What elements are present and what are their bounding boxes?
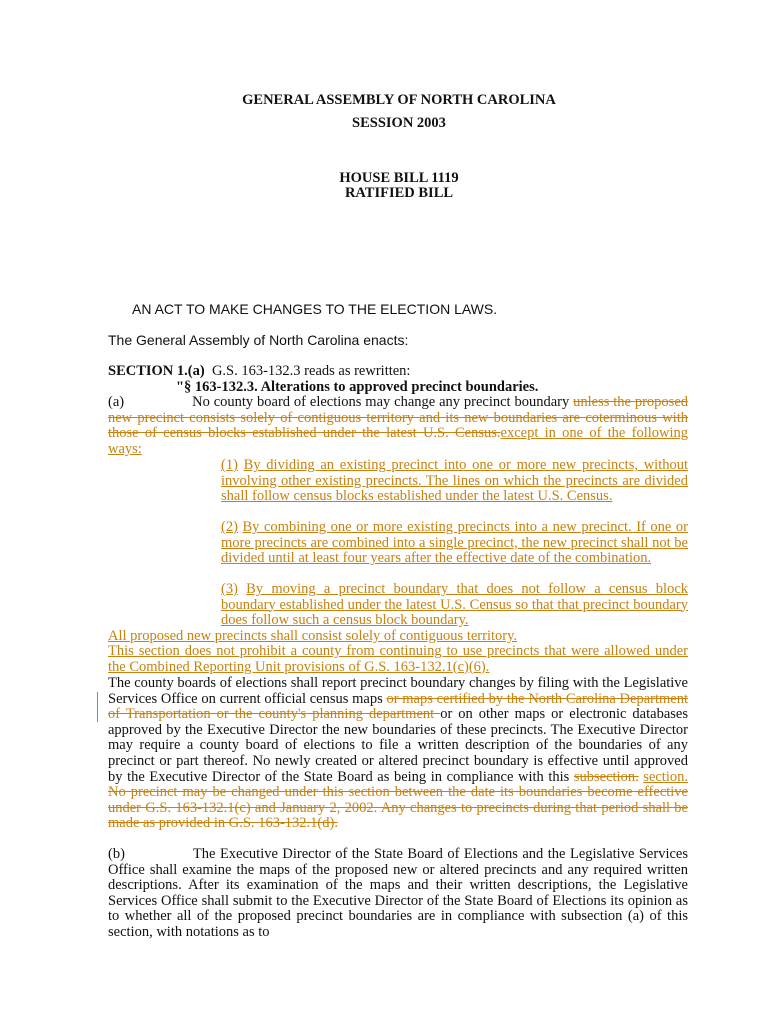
contiguous-territory-sentence: All proposed new precincts shall consist solely of contiguous territory. bbox=[108, 628, 518, 644]
way-1 bbox=[221, 458, 688, 505]
way-3-text: By moving a precinct boundary that does not follow a census block boundary established under the latest U.S. Census so that that precinct boundary does follow such a census block boundary. bbox=[221, 581, 689, 629]
way-3-number: (3) bbox=[221, 581, 238, 597]
inserted-text: except in one of the following ways: bbox=[108, 425, 688, 457]
deleted-date-sentences: No precinct may be changed under this section between the date its boundaries become effective under G.S. 163-132.1(c) and January 2, 2002. Any changes to precincts during that period shall be made as provided in G.S. 163-132.1(d). bbox=[108, 784, 688, 832]
act-title: AN ACT TO MAKE CHANGES TO THE ELECTION LAWS. bbox=[132, 301, 498, 317]
session-heading: SESSION 2003 bbox=[352, 115, 446, 131]
reporting-text-2: or on other maps or electronic databases approved by the Executive Director the new boundaries of these precincts. The Executive Director may require a county board of elections to file a written description of the boundaries of any precinct or part thereof. No newly created or altered precinct boundary is effective until approved by the Executive Director of the State Board as being in compliance with this bbox=[108, 706, 688, 785]
way-1-number: (1) bbox=[221, 457, 238, 473]
bill-status: RATIFIED BILL bbox=[344, 185, 454, 201]
way-3 bbox=[221, 582, 688, 629]
way-2-text: By combining one or more existing precincts into a new precinct. If one or more precincts are combined into a single precinct, the new precinct shall not be divided until at least four years after the effective date of the combination. bbox=[221, 519, 689, 567]
statute-heading: "§ 163-132.3. Alterations to approved precinct boundaries. bbox=[176, 379, 539, 395]
way-2 bbox=[221, 520, 688, 567]
deleted-maps-text: or maps certified by the North Carolina Department of Transportation or the county's planning department bbox=[108, 690, 688, 723]
deleted-text: unless the proposed new precinct consists solely of contiguous territory and its new boundaries are coterminous with those of census blocks established under the latest U.S. Census. bbox=[108, 394, 689, 442]
reporting-text-1: The county boards of elections shall report precinct boundary changes by filing with the Legislative Services Office on current official census maps bbox=[108, 675, 688, 707]
subsection-b-label: (b) bbox=[108, 846, 125, 862]
combined-reporting-sentence: This section does not prohibit a county from continuing to use precincts that were allowed under the Combined Reporting Unit provisions of G.S. 163-132.1(c)(6). bbox=[108, 643, 688, 675]
reporting-paragraph bbox=[108, 676, 688, 832]
section-1-line bbox=[108, 364, 410, 379]
subsection-b-text: The Executive Director of the State Board of Elections and the Legislative Services Office shall examine the maps of the proposed new or altered precincts and any required written descriptions. After its examination of the maps and their written descriptions, the Legislative Services Office shall submit to the Executive Director of the State Board of Elections its opinion as to whether all of the proposed precinct boundaries are in compliance with subsection (a) of this section, with notations as to bbox=[108, 846, 688, 940]
subsection-a bbox=[108, 395, 688, 457]
deleted-subsection-word: subsection. bbox=[573, 768, 639, 785]
assembly-heading: GENERAL ASSEMBLY OF NORTH CAROLINA bbox=[242, 92, 556, 108]
inserted-section-word: section. bbox=[643, 768, 688, 785]
subsection-a-label: (a) bbox=[108, 394, 125, 410]
subsection-a-text: No county board of elections may change any precinct boundary bbox=[192, 394, 574, 410]
way-1-text: By dividing an existing precinct into one or more new precincts, without involving other existing precincts. The lines on which the precincts are divided shall follow census blocks established under the latest U.S. Census. bbox=[221, 457, 689, 505]
change-bar bbox=[97, 692, 98, 722]
way-2-number: (2) bbox=[221, 519, 238, 535]
subsection-b bbox=[108, 847, 688, 941]
enacting-clause: The General Assembly of North Carolina enacts: bbox=[108, 332, 409, 348]
section-label: SECTION 1.(a) bbox=[108, 363, 205, 379]
bill-number: HOUSE BILL 1119 bbox=[339, 170, 459, 186]
section-intro: G.S. 163-132.3 reads as rewritten: bbox=[211, 363, 411, 379]
